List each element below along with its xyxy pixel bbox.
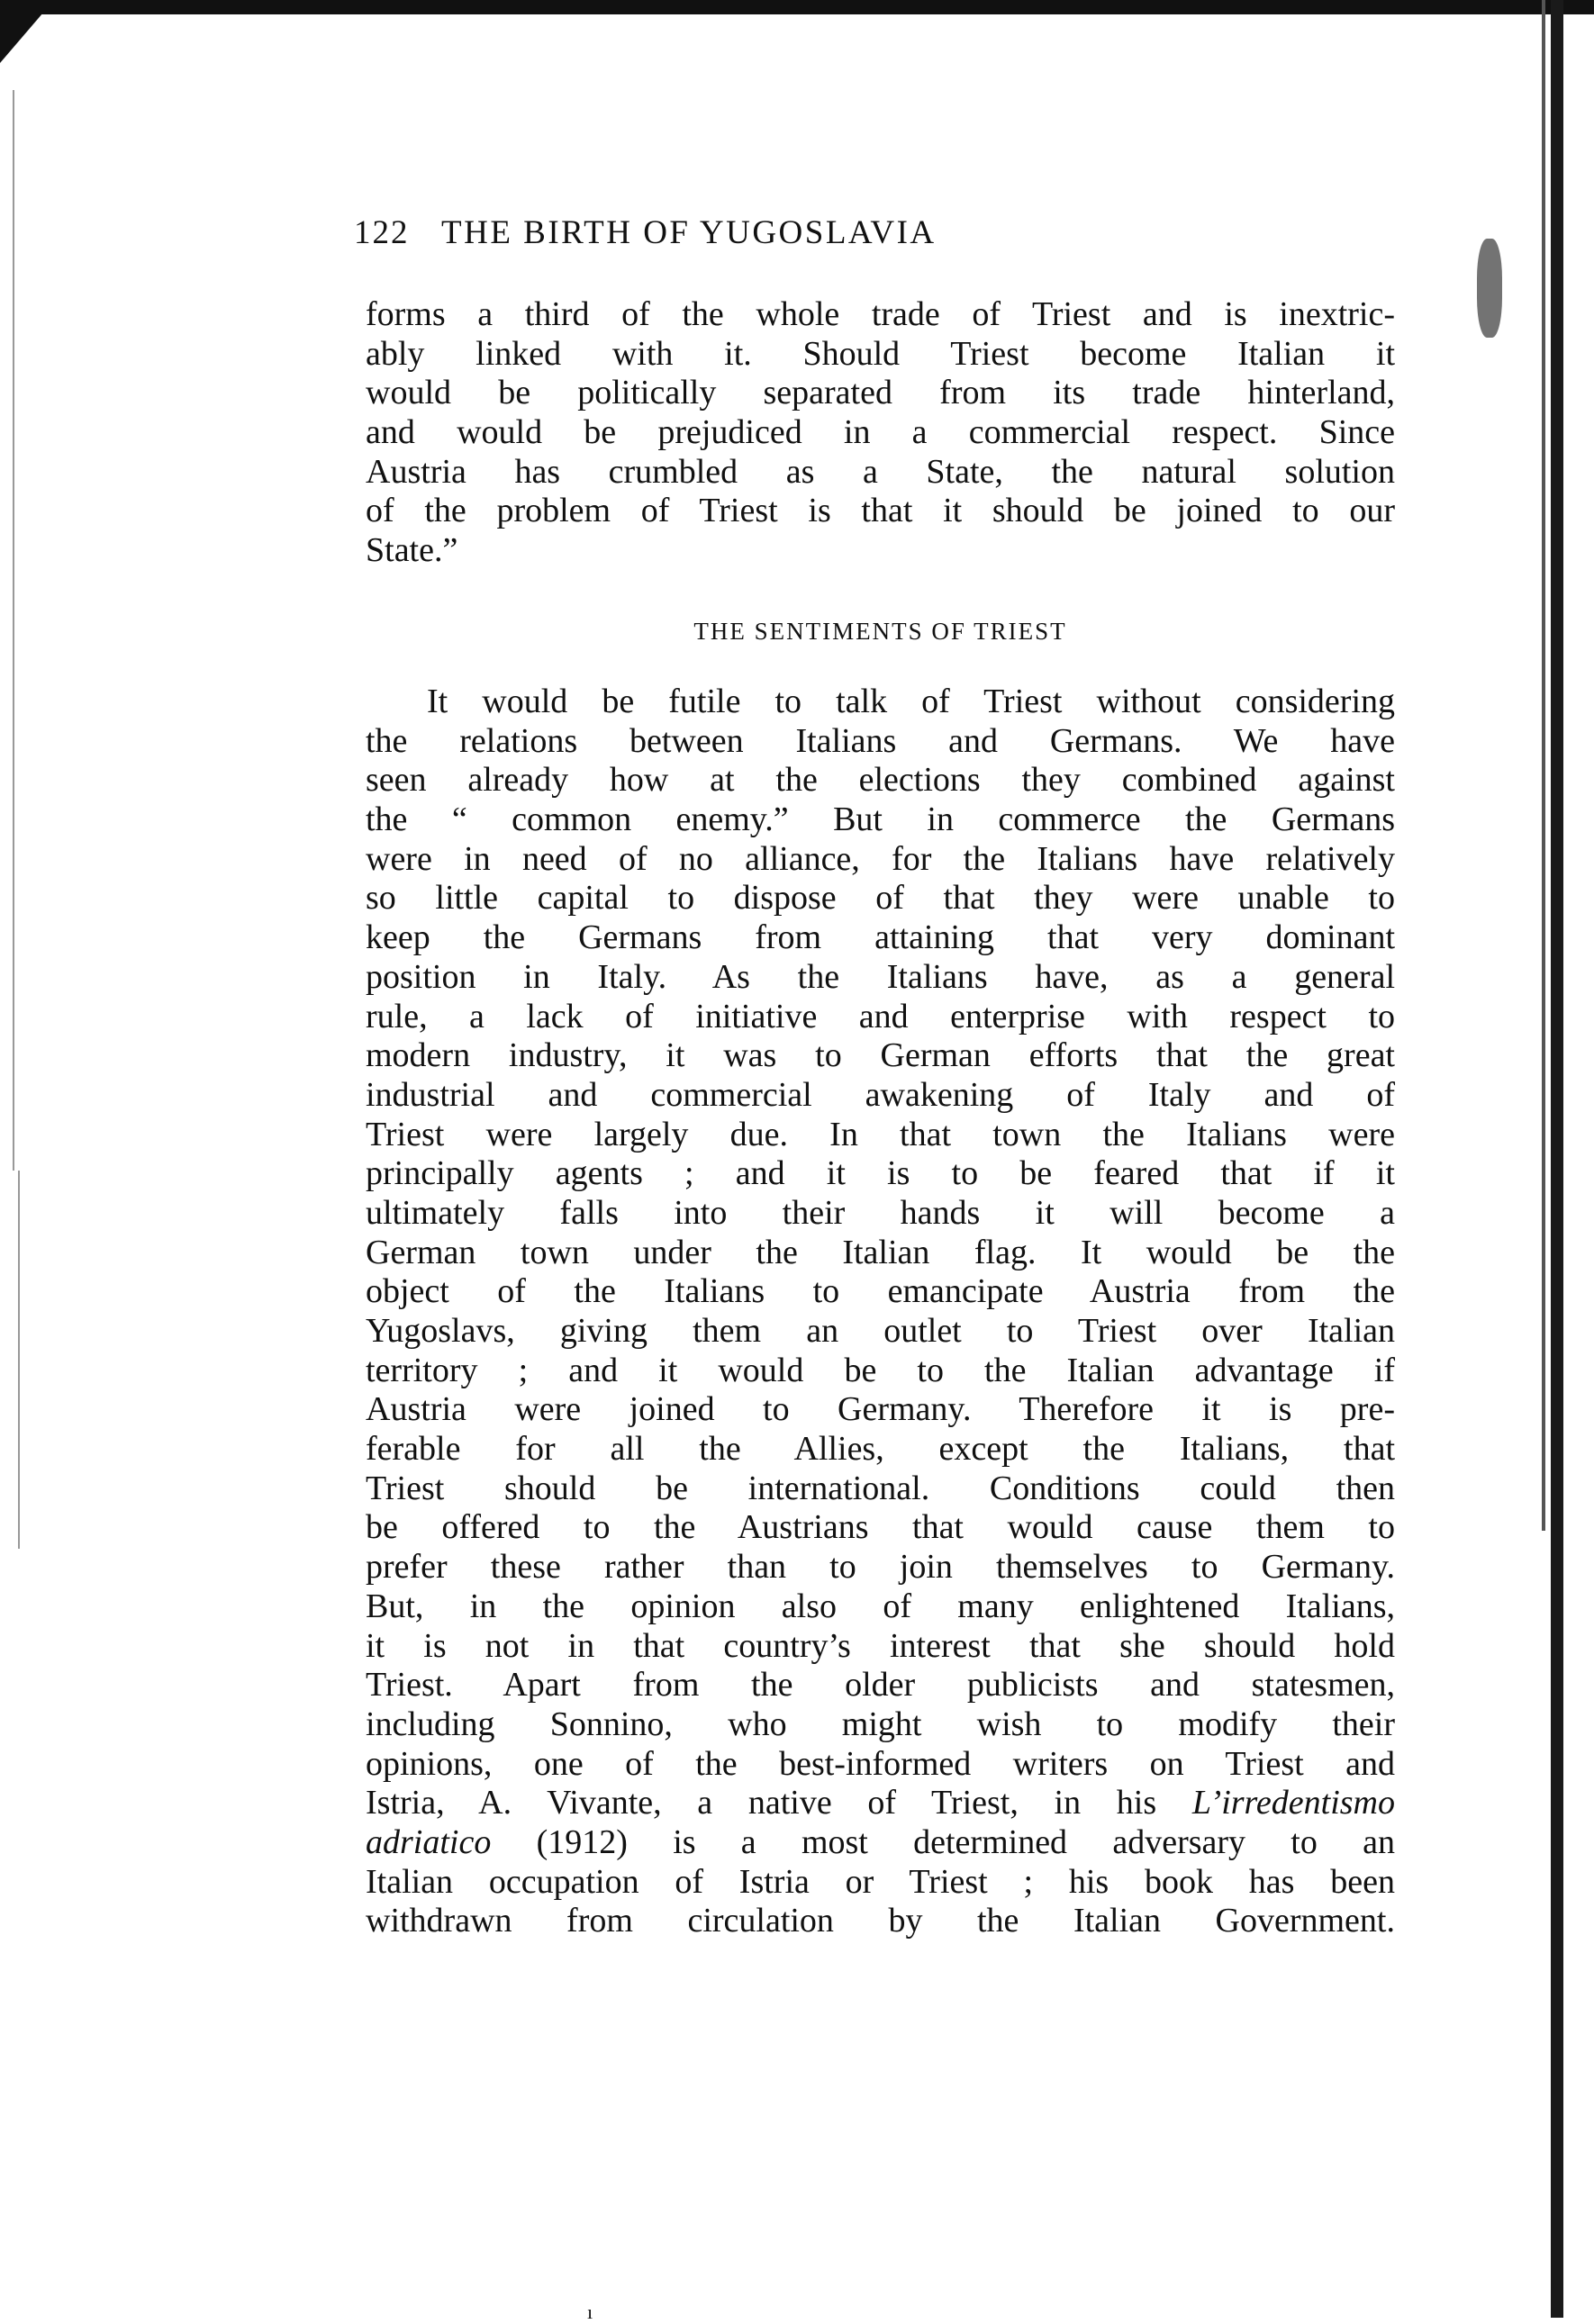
- text-line: [366, 492, 1395, 531]
- text-line: [366, 335, 1395, 375]
- line-text: including Sonnino, who might wish to modify their: [366, 1705, 1395, 1743]
- page-number: 122: [354, 214, 410, 251]
- text-line: [366, 1469, 1395, 1509]
- text-line: [366, 722, 1395, 762]
- text-line: [366, 1116, 1395, 1155]
- line-text: ultimately falls into their hands it will become a: [366, 1193, 1395, 1232]
- text-line: [366, 1234, 1395, 1273]
- line-text: Triest were largely due. In that town the Italians were: [366, 1115, 1395, 1153]
- line-text: Yugoslavs, giving them an outlet to Triest over Italian: [366, 1312, 1395, 1350]
- line-text: seen already how at the elections they combined against: [366, 761, 1395, 800]
- line-text: Italian occupation of Istria or Triest ; his book has been: [366, 1862, 1395, 1901]
- text-line: [366, 683, 1395, 722]
- text-line: [366, 998, 1395, 1037]
- line-text: Austria were joined to Germany. Therefore it is pre-: [366, 1390, 1395, 1429]
- line-text: industrial and commercial awakening of Italy and of: [366, 1075, 1395, 1114]
- text-line: [366, 1272, 1395, 1312]
- text-line: [366, 918, 1395, 958]
- text-line: [366, 1076, 1395, 1116]
- line-text: principally agents ; and it is to be feared that if it: [366, 1154, 1395, 1193]
- line-text: would be politically separated from its trade hinterland,: [366, 374, 1395, 412]
- text-line: [366, 879, 1395, 918]
- text-line: [366, 958, 1395, 998]
- text-line: [366, 1352, 1395, 1391]
- line-text: so little capital to dispose of that they were unable to: [366, 879, 1395, 918]
- line-text: ferable for all the Allies, except the Italians, that: [366, 1430, 1395, 1469]
- text-line: [366, 1430, 1395, 1469]
- text-line: [366, 1154, 1395, 1194]
- text-line: [366, 1627, 1395, 1667]
- text-line: [366, 1036, 1395, 1076]
- text-line: [366, 1784, 1395, 1823]
- running-head: [354, 213, 1399, 254]
- scan-border-right: [1551, 0, 1563, 2318]
- scan-border-top: [0, 0, 1594, 14]
- scan-edge-left: [13, 90, 14, 1171]
- section-heading: THE SENTIMENTS OF TRIEST: [693, 618, 1067, 645]
- line-text: position in Italy. As the Italians have, as a general: [366, 957, 1395, 996]
- line-text: Austria has crumbled as a State, the natural solution: [366, 452, 1395, 491]
- line-text: prefer these rather than to join themselves to Germany.: [366, 1548, 1395, 1587]
- text-line: [366, 1902, 1395, 1941]
- text-line: [366, 374, 1395, 413]
- text-line: [366, 1312, 1395, 1352]
- text-line: [366, 531, 1395, 571]
- line-text: object of the Italians to emancipate Austria from the: [366, 1272, 1395, 1311]
- scan-mark: ı: [587, 2301, 593, 2323]
- line-text: the “ common enemy.” But in commerce the Germans: [366, 800, 1395, 839]
- text-line: [366, 453, 1395, 493]
- line-text: be offered to the Austrians that would cause them to: [366, 1508, 1395, 1547]
- text-line: [366, 1666, 1395, 1705]
- paragraph-1: [366, 295, 1395, 571]
- italic-title-text: adriatico: [366, 1822, 492, 1861]
- line-text: But, in the opinion also of many enlightened Italians,: [366, 1587, 1395, 1625]
- line-text: withdrawn from circulation by the Italian Government.: [366, 1902, 1395, 1940]
- line-text: and would be prejudiced in a commercial respect. Since: [366, 413, 1395, 452]
- text-line: [366, 761, 1395, 800]
- line-text: (1912) is a most determined adversary to an: [491, 1822, 1395, 1861]
- text-line: [366, 1194, 1395, 1234]
- line-text: forms a third of the whole trade of Triest and is inextric-: [366, 295, 1395, 333]
- scan-border-right-inner: [1542, 0, 1545, 1531]
- text-line: [366, 1745, 1395, 1785]
- text-line: [366, 1587, 1395, 1627]
- text-line: [366, 413, 1395, 453]
- line-text: were in need of no alliance, for the Italians have relatively: [366, 839, 1395, 878]
- scan-edge-left-lower: [18, 1171, 20, 1549]
- text-line: [366, 1705, 1395, 1745]
- line-text: the relations between Italians and Germans. We have: [366, 721, 1395, 760]
- line-text: It would be futile to talk of Triest without considering: [427, 683, 1395, 720]
- line-text: opinions, one of the best-informed writers on Triest and: [366, 1744, 1395, 1783]
- line-text: modern industry, it was to German efforts that the great: [366, 1036, 1395, 1075]
- line-text: State.”: [366, 531, 458, 570]
- line-text: German town under the Italian flag. It would be the: [366, 1233, 1395, 1271]
- book-title: THE BIRTH OF YUGOSLAVIA: [441, 214, 937, 251]
- line-text: Triest should be international. Conditions could then: [366, 1469, 1395, 1507]
- text-line: [366, 1548, 1395, 1587]
- line-text: it is not in that country’s interest that she should hold: [366, 1626, 1395, 1665]
- scan-corner-fold: [0, 0, 54, 63]
- text-line: [366, 1823, 1395, 1863]
- text-line: [366, 1390, 1395, 1430]
- text-line: [366, 800, 1395, 840]
- text-line: [366, 295, 1395, 335]
- line-text: Istria, A. Vivante, a native of Triest, in his: [366, 1784, 1192, 1822]
- text-line: [366, 840, 1395, 880]
- line-text: Triest. Apart from the older publicists and statesmen,: [366, 1666, 1395, 1705]
- line-text: keep the Germans from attaining that very dominant: [366, 918, 1395, 957]
- italic-title-text: L’irredentismo: [1191, 1784, 1395, 1822]
- line-text: of the problem of Triest is that it should be joined to our: [366, 492, 1395, 530]
- line-text: rule, a lack of initiative and enterprise with respect to: [366, 997, 1395, 1035]
- paragraph-2: [366, 683, 1395, 1941]
- scan-smudge: [1477, 239, 1502, 338]
- line-text: ably linked with it. Should Triest become Italian it: [366, 334, 1395, 373]
- text-line: [366, 1508, 1395, 1548]
- text-line: [366, 1863, 1395, 1903]
- line-text: territory ; and it would be to the Italian advantage if: [366, 1351, 1395, 1389]
